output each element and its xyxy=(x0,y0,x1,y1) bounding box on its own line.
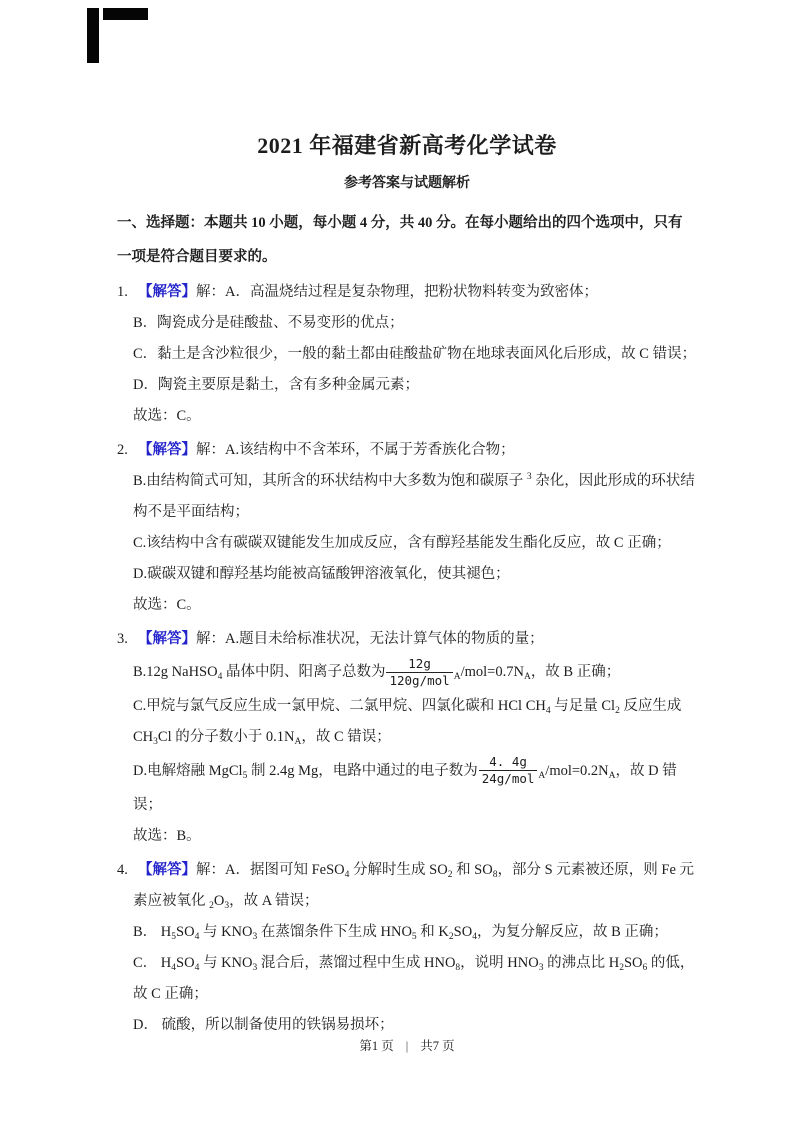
line-text: 故选：B。 xyxy=(133,827,201,844)
answer-line xyxy=(117,655,697,691)
page-title: 2021 年福建省新高考化学试卷 xyxy=(257,133,557,158)
subscript: A xyxy=(608,770,616,781)
answer-line xyxy=(117,855,697,886)
question-number: 1. xyxy=(117,284,128,300)
question-number: 4. xyxy=(117,861,128,878)
subscript: 5 xyxy=(411,931,417,942)
footer-total-pages: 共7 页 xyxy=(420,1039,455,1053)
line-text: 解：A.题目未给标准状况，无法计算气体的物质的量； xyxy=(196,631,544,647)
line-text: D．陶瓷主要原是黏土，含有多种金属元素； xyxy=(133,377,419,393)
answer-line xyxy=(117,401,697,432)
answer-line xyxy=(117,370,697,401)
subscript: 4 xyxy=(344,869,350,880)
subscript: A xyxy=(523,672,531,683)
scan-artifact-vertical-bar xyxy=(87,8,99,63)
line-text: C.该结构中含有碳碳双键能发生加成反应，含有醇羟基能发生酯化反应，故 C 正确； xyxy=(133,535,671,551)
line-text: B.由结构简式可知，其所含的环状结构中大多数为饱和碳原子 $^3$ 杂化，因此形成的环状结 xyxy=(133,472,695,489)
line-text: 误； xyxy=(133,796,162,813)
line-text: 解：A．高温烧结过程是复杂物理，把粉状物料转变为致密体； xyxy=(196,284,598,300)
answer-line xyxy=(117,339,697,370)
subscript: 5 xyxy=(242,770,248,781)
subscript: 2 xyxy=(619,962,624,973)
subscript: 4 xyxy=(194,931,200,942)
page-subtitle: 参考答案与试题解析 xyxy=(344,176,470,191)
subscript: 2 xyxy=(209,900,214,911)
line-text: 故选：C。 xyxy=(133,408,201,424)
answer-line xyxy=(117,497,697,528)
answer-line xyxy=(117,528,697,559)
question-block xyxy=(117,624,697,852)
section-heading xyxy=(117,206,697,274)
question-number: 3. xyxy=(117,631,128,647)
line-text: 解：A．据图可知 FeSO$_4$ 分解时生成 $SO_2$ 和 $SO_8$，部分 S 元素被还原，则 Fe 元 xyxy=(196,861,695,880)
subscript: A xyxy=(538,770,546,781)
footer-page-number: 第1 页 xyxy=(359,1039,394,1053)
subscript: 4 xyxy=(217,672,223,683)
subscript: 3 xyxy=(252,931,258,942)
line-text: C.甲烷与氯气反应生成一氯甲烷、二氯甲烷、四氯化碳和 HCl $CH_4$ 与足量 $Cl_2$ 反应生成 xyxy=(133,698,682,717)
line-text: C．黏土是含沙粒很少，一般的黏土都由硅酸盐矿物在地球表面风化后形成，故 C 错误； xyxy=(133,346,697,362)
fraction-numerator: 12g xyxy=(408,656,431,671)
subscript: 2 xyxy=(615,706,620,717)
answer-line xyxy=(117,979,697,1010)
fraction xyxy=(386,656,452,688)
subscript: 5 xyxy=(171,931,177,942)
answer-tag: 【解答】 xyxy=(138,284,196,300)
answer-line xyxy=(117,435,697,466)
answer-tag: 【解答】 xyxy=(138,442,196,458)
line-text: B.12g NaHSO$_4$ 晶体中阴、阳离子总数为 $\frac{12g}{\text{120g/mol}}$ $_A/mol=0.7N_A$，故 B 正确； xyxy=(133,656,621,688)
subscript: 6 xyxy=(642,962,648,973)
answer-line xyxy=(117,821,697,852)
answer-tag: 【解答】 xyxy=(138,631,196,647)
subscript: 2 xyxy=(447,869,453,880)
page-content xyxy=(117,130,697,1041)
fraction-denominator: 24g/mol xyxy=(479,770,538,787)
answer-line xyxy=(117,559,697,590)
question-block xyxy=(117,277,697,432)
subscript: 2 xyxy=(448,931,454,942)
answer-line xyxy=(117,722,697,753)
line-text: B．陶瓷成分是硅酸盐、不易变形的优点； xyxy=(133,315,404,331)
answer-line xyxy=(117,948,697,979)
fraction xyxy=(479,754,538,786)
subscript: 3 xyxy=(538,962,544,973)
line-text: D.碳碳双键和醇羟基均能被高锰酸钾溶液氧化，使其褪色； xyxy=(133,566,510,582)
answer-line xyxy=(117,790,697,821)
line-text: 素应被氧化 $_2O_3$，故 A 错误； xyxy=(133,892,319,911)
footer-separator: | xyxy=(405,1039,409,1053)
answer-line xyxy=(117,466,697,497)
line-text: 故选：C。 xyxy=(133,597,201,613)
answer-line xyxy=(117,753,697,789)
subscript: 4 xyxy=(472,931,477,942)
answer-tag: 【解答】 xyxy=(138,861,196,878)
answer-line xyxy=(117,590,697,621)
fraction-numerator: 4. 4g xyxy=(489,754,527,770)
subscript: 8 xyxy=(492,869,498,880)
subscript: 3 xyxy=(252,962,258,973)
answer-line xyxy=(117,691,697,722)
section-heading-line: 一项是符合题目要求的。 xyxy=(117,249,277,265)
section-heading-line: 一、选择题：本题共 10 小题，每小题 4 分，共 40 分。在每小题给出的四个选项中，只有 xyxy=(117,215,683,231)
line-text: B． $H_5SO_4$ 与 $KNO_3$ 在蒸馏条件下生成 $HNO_5$ 和 $K_2SO_4$，为复分解反应，故 B 正确； xyxy=(133,923,668,942)
line-text: $CH_3Cl$ 的分子数小于 $0.1N_A$，故 C 错误； xyxy=(133,729,391,748)
subscript: 4 xyxy=(545,706,551,717)
subscript: A xyxy=(294,737,302,748)
subscript: 4 xyxy=(194,962,200,973)
question-number: 2. xyxy=(117,442,128,458)
line-text: C． $H_4SO_4$ 与 $KNO_3$ 混合后，蒸馏过程中生成 $HNO_8$，说明 $HNO_3$ 的沸点比 $H_2SO_6$ 的低， xyxy=(133,954,695,973)
answer-line xyxy=(117,624,697,655)
question-block xyxy=(117,435,697,621)
subscript: 3 xyxy=(153,737,158,748)
line-text: D.电解熔融 MgCl$_5$ 制 2.4g Mg，电路中通过的电子数为 $\frac{4. 4g}{\text{24g/mol}}$ $_A/mol=0.2N_A$，故 D 错 xyxy=(133,754,677,786)
subscript: A xyxy=(453,672,461,683)
answer-line xyxy=(117,308,697,339)
line-text: D． 硫酸，所以制备使用的铁锅易损坏； xyxy=(133,1016,394,1033)
page-footer xyxy=(117,1036,697,1054)
subscript: 8 xyxy=(455,962,461,973)
line-text: 构不是平面结构； xyxy=(133,504,249,520)
line-text: 故 C 正确； xyxy=(133,985,208,1002)
fraction-denominator: 120g/mol xyxy=(386,672,452,689)
question-block xyxy=(117,855,697,1041)
answer-line xyxy=(117,277,697,308)
subscript: 4 xyxy=(171,962,177,973)
scan-artifact-horizontal-bar xyxy=(103,8,148,20)
questions xyxy=(117,277,697,1041)
superscript: 3 xyxy=(526,472,532,482)
answer-line xyxy=(117,886,697,917)
subscript: 3 xyxy=(224,900,230,911)
line-text: 解：A.该结构中不含苯环，不属于芳香族化合物； xyxy=(196,442,515,458)
answer-line xyxy=(117,917,697,948)
